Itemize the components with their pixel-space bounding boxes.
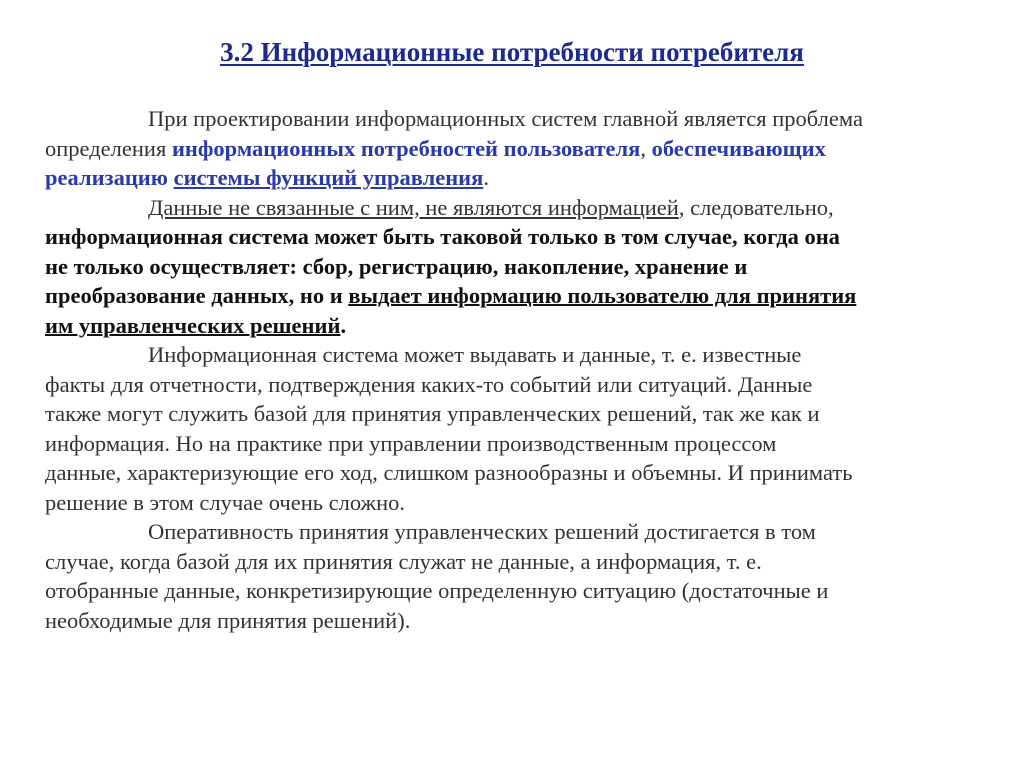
text-span: . bbox=[340, 312, 347, 338]
text-span: Оперативность принятия управленческих решений достигается в том bbox=[148, 519, 816, 544]
text-span: Информационная система может выдавать и данные, т. е. известные bbox=[148, 342, 802, 367]
text-span: . bbox=[483, 165, 489, 190]
paragraph-3-line-6: решение в этом случае очень сложно. bbox=[45, 489, 406, 515]
paragraph-2-line-5 bbox=[45, 311, 977, 341]
paragraph-3-line-2: факты для отчетности, подтверждения каких-то событий или ситуаций. Данные bbox=[45, 371, 813, 397]
text-span: , следовательно, bbox=[678, 194, 834, 220]
paragraph-4-line-2: случае, когда базой для их принятия служат не данные, а информация, т. е. bbox=[45, 548, 762, 574]
text-span: При проектировании информационных систем главной является проблема bbox=[148, 106, 863, 131]
paragraph-3-line-3: также могут служить базой для принятия управленческих решений, так же как и bbox=[45, 401, 820, 426]
paragraph-2-line-1 bbox=[45, 193, 977, 223]
paragraph-3-line-4: информация. Но на практике при управлении производственным процессом bbox=[45, 430, 777, 456]
slide-title: 3.2 Информационные потребности потребителя bbox=[220, 37, 804, 67]
highlight-providing: обеспечивающих bbox=[651, 135, 826, 161]
paragraph-4-line-4: необходимые для принятия решений). bbox=[45, 607, 411, 633]
paragraph-4-line-1 bbox=[45, 517, 977, 547]
highlight-realization: реализацию bbox=[45, 165, 168, 190]
underlined-output-info: выдает информацию пользователю для принятия bbox=[348, 283, 857, 308]
paragraph-3-line-1 bbox=[45, 340, 977, 370]
paragraph-2-line-2: информационная система может быть таковой только в том случае, когда она bbox=[45, 224, 840, 249]
text-span: определения bbox=[45, 135, 172, 161]
highlight-management-functions: системы функций управления bbox=[173, 165, 484, 190]
underlined-data-statement: Данные не связанные с ним, не являются информацией bbox=[148, 194, 679, 220]
text-span: преобразование данных, но и bbox=[45, 283, 349, 308]
paragraph-2-line-4 bbox=[45, 281, 977, 311]
highlight-info-needs: информационных потребностей пользователя bbox=[171, 135, 641, 161]
paragraph-3-line-5: данные, характеризующие его ход, слишком разнообразны и объемны. И принимать bbox=[45, 460, 853, 485]
underlined-decisions: им управленческих решений bbox=[45, 312, 341, 338]
text-span: , bbox=[640, 135, 652, 161]
paragraph-2-line-3: не только осуществляет: сбор, регистрацию, накопление, хранение и bbox=[45, 253, 748, 279]
paragraph-1-line-2 bbox=[45, 134, 977, 164]
paragraph-1-line-3 bbox=[45, 163, 977, 193]
paragraph-1-line-1 bbox=[45, 104, 977, 134]
paragraph-4-line-3: отобранные данные, конкретизирующие определенную ситуацию (достаточные и bbox=[45, 578, 829, 603]
slide-body bbox=[45, 104, 977, 635]
